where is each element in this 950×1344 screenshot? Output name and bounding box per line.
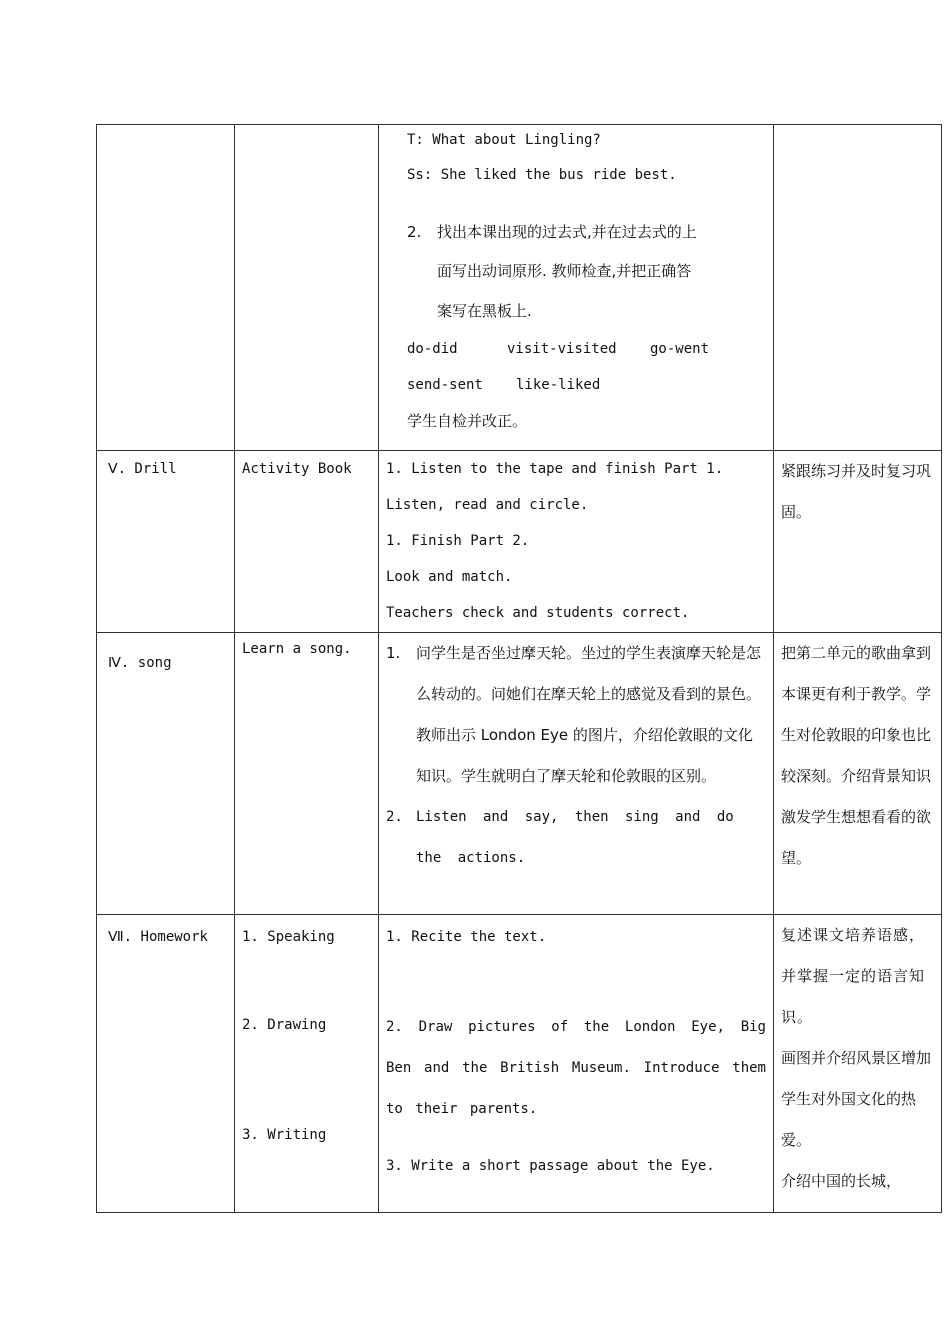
stage-text: Ⅶ. Homework xyxy=(108,929,208,945)
stage-cell xyxy=(97,915,235,1213)
spacer xyxy=(407,195,766,213)
purpose-text: 介绍中国的长城， xyxy=(781,1172,902,1190)
activity-text: Learn a song. xyxy=(242,641,352,657)
check-line: 学生自检并改正。 xyxy=(407,412,528,430)
verb-pair: go-went xyxy=(650,341,710,357)
process-text: 问学生是否坐过摩天轮。坐过的学生表演摩天轮是怎么转动的。问她们在摩天轮上的感觉及看到的景色。教师出示 London Eye 的图片，介绍伦敦眼的文化知识。学生就明白了摩天轮和伦敦眼的区别。 xyxy=(416,644,762,785)
activity-text: Activity Book xyxy=(242,461,352,477)
process-line: Look and match. xyxy=(386,569,513,585)
purpose-text: 画图并介绍风景区增加学生对外国文化的热爱。 xyxy=(781,1049,932,1149)
purpose-cell xyxy=(774,633,942,915)
list-number: 1. xyxy=(386,644,401,662)
table-row xyxy=(97,451,942,633)
table-row xyxy=(97,125,942,451)
purpose-text: 把第二单元的歌曲拿到本课更有利于教学。学生对伦敦眼的印象也比较深刻。介绍背景知识激发学生想想看看的欲望。 xyxy=(781,644,932,867)
purpose-text: 紧跟练习并及时复习巩固。 xyxy=(781,462,932,521)
process-text: 2. Draw pictures of the London Eye, Big Ben and the British Museum. Introduce them to their parents. xyxy=(386,1019,766,1117)
activity-item: 1. Speaking xyxy=(242,929,335,945)
verb-list xyxy=(407,331,766,367)
task-text: 案写在黑板上. xyxy=(437,302,532,320)
activity-cell xyxy=(235,125,379,451)
process-item xyxy=(386,633,766,797)
spacer xyxy=(242,1043,371,1117)
dialogue-line: Ss: She liked the bus ride best. xyxy=(407,167,677,183)
task-line xyxy=(407,251,766,291)
process-line: 1. Listen to the tape and finish Part 1. xyxy=(386,461,724,477)
activity-item: 2. Drawing xyxy=(242,1017,327,1033)
spacer xyxy=(242,955,371,1007)
table-row xyxy=(97,633,942,915)
purpose-cell xyxy=(774,125,942,451)
task-text: 面写出动词原形. 教师检查,并把正确答 xyxy=(437,262,692,280)
verb-pair: like-liked xyxy=(516,377,601,393)
list-number: 2. xyxy=(386,809,403,825)
process-text: Listen and say, then sing and do the actions. xyxy=(416,809,734,866)
table-row xyxy=(97,915,942,1213)
verb-list xyxy=(407,367,766,403)
activity-cell xyxy=(235,451,379,633)
spacer xyxy=(386,955,766,1007)
verb-pair: do-did xyxy=(407,341,458,357)
verb-pair: send-sent xyxy=(407,377,483,393)
verb-pair: visit-visited xyxy=(507,341,617,357)
activity-item: 3. Writing xyxy=(242,1127,327,1143)
process-line: 3. Write a short passage about the Eye. xyxy=(386,1158,715,1174)
process-line: Teachers check and students correct. xyxy=(386,605,690,621)
task-text: 找出本课出现的过去式,并在过去式的上 xyxy=(437,223,697,241)
activity-cell xyxy=(235,915,379,1213)
process-item xyxy=(386,797,766,879)
purpose-text: 复述课文培养语感，并掌握一定的语言知识。 xyxy=(781,926,926,1026)
list-number: 2. xyxy=(407,223,422,241)
task-line xyxy=(407,213,766,251)
process-cell xyxy=(379,915,774,1213)
lesson-plan-table xyxy=(96,124,942,1213)
stage-cell xyxy=(97,451,235,633)
spacer xyxy=(386,1130,766,1148)
process-line: 1. Recite the text. xyxy=(386,929,547,945)
stage-text: Ⅴ. Drill xyxy=(108,461,177,477)
purpose-cell xyxy=(774,915,942,1213)
stage-cell xyxy=(97,633,235,915)
process-cell xyxy=(379,633,774,915)
process-cell xyxy=(379,451,774,633)
activity-cell xyxy=(235,633,379,915)
stage-text: Ⅳ. song xyxy=(108,655,172,671)
task-line xyxy=(407,291,766,331)
process-cell xyxy=(379,125,774,451)
process-line: 1. Finish Part 2. xyxy=(386,533,530,549)
stage-cell xyxy=(97,125,235,451)
process-line: Listen, read and circle. xyxy=(386,497,589,513)
dialogue-line: T: What about Lingling? xyxy=(407,132,601,148)
purpose-cell xyxy=(774,451,942,633)
